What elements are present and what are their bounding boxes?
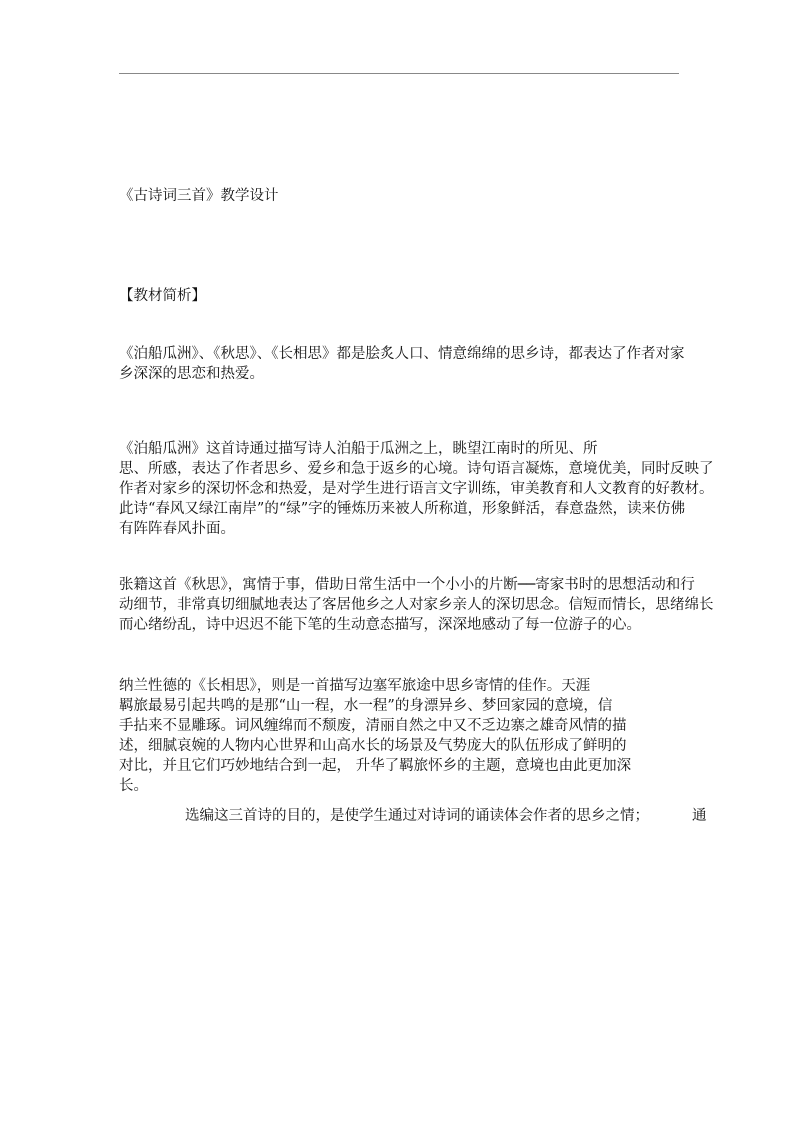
paragraph-line: 张籍这首《秋思》，寓情于事，借助日常生活中一个小小的片断──寄家书时的思想活动和行	[119, 577, 695, 593]
paragraph-line-tail: 通	[692, 808, 707, 824]
paragraph-line: 乡深深的思恋和热爱。	[119, 366, 264, 382]
paragraph-line: 动细节，非常真切细腻地表达了客居他乡之人对家乡亲人的深切思念。信短而情长，思绪绵长	[119, 597, 714, 613]
paragraph-line: 有阵阵春风扑面。	[119, 521, 235, 537]
paragraph-line: 作者对家乡的深切怀念和热爱，是对学生进行语言文字训练，审美教育和人文教育的好教材。	[119, 481, 714, 497]
document-title: 《古诗词三首》教学设计	[119, 188, 279, 204]
paragraph-line: 而心绪纷乱，诗中迟迟不能下笔的生动意态描写，深深地感动了每一位游子的心。	[119, 617, 641, 633]
paragraph-line: 选编这三首诗的目的，是使学生通过对诗词的诵读体会作者的思乡之情；	[185, 808, 649, 824]
paragraph-line: 纳兰性德的《长相思》，则是一首描写边塞军旅途中思乡寄情的佳作。天涯	[119, 678, 591, 694]
paragraph-line: 羁旅最易引起共鸣的是那“山一程，水一程”的身漂异乡、梦回家园的意境，信	[119, 698, 613, 714]
paragraph-line: 手拈来不显雕琢。词风缠绵而不颓废，清丽自然之中又不乏边寨之雄奇风情的描	[119, 718, 627, 734]
section-heading: 【教材简析】	[119, 288, 206, 304]
paragraph-line: 此诗“春风又绿江南岸”的“绿”字的锤炼历来被人所称道，形象鲜活，春意盎然，读来仿佛	[119, 501, 686, 517]
paragraph-line: 长。	[119, 778, 148, 794]
header-rule	[119, 73, 679, 74]
paragraph-line: 述，细腻哀婉的人物内心世界和山高水长的场景及气势庞大的队伍形成了鲜明的	[119, 738, 627, 754]
paragraph-line: 对比，并且它们巧妙地结合到一起， 升华了羁旅怀乡的主题，意境也由此更加深	[119, 758, 632, 774]
paragraph-line: 《泊船瓜洲》这首诗通过描写诗人泊船于瓜洲之上，眺望江南时的所见、所	[119, 441, 598, 457]
paragraph-line: 《泊船瓜洲》、《秋思》、《长相思》都是脍炙人口、情意绵绵的思乡诗，都表达了作者对家	[119, 346, 685, 362]
paragraph-line: 思、所感，表达了作者思乡、爱乡和急于返乡的心境。诗句语言凝炼，意境优美，同时反映了	[119, 461, 714, 477]
